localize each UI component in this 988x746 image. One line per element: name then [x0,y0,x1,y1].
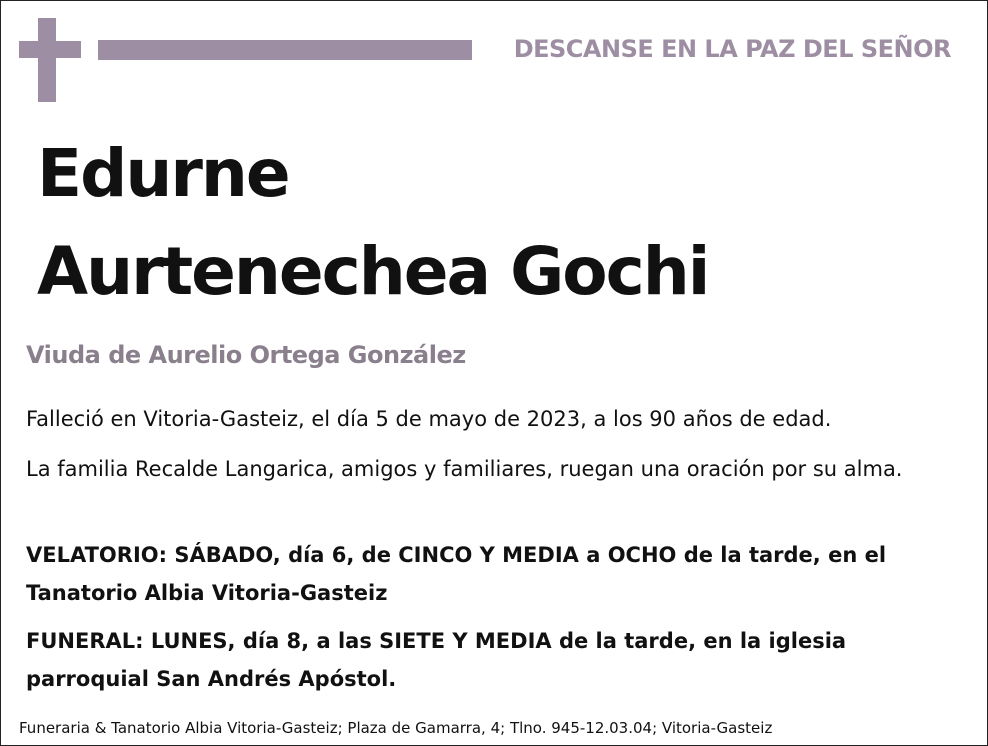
header-divider-band [98,40,472,60]
header-title: DESCANSE EN LA PAZ DEL SEÑOR [513,35,951,63]
deceased-first-name: Edurne [37,135,289,212]
family-prayer-text: La familia Recalde Langarica, amigos y familiares, ruegan una oración por su alma. [26,457,903,481]
death-notice-text: Falleció en Vitoria-Gasteiz, el día 5 de mayo de 2023, a los 90 años de edad. [26,407,832,431]
funeral-home-footer: Funeraria & Tanatorio Albia Vitoria-Gasteiz; Plaza de Gamarra, 4; Tlno. 945-12.03.04; Vitoria-Gasteiz [19,719,773,737]
cross-icon-arm [19,41,81,58]
funeral-info: FUNERAL: LUNES, día 8, a las SIETE Y MEDIA de la tarde, en la iglesia parroquial San Andrés Apóstol. [26,629,847,691]
cross-icon [38,18,56,102]
widow-subtitle: Viuda de Aurelio Ortega González [26,341,466,369]
deceased-surnames: Aurtenechea Gochi [37,233,709,310]
wake-info: VELATORIO: SÁBADO, día 6, de CINCO Y MEDIA a OCHO de la tarde, en el Tanatorio Albia Vitoria-Gasteiz [26,543,887,605]
